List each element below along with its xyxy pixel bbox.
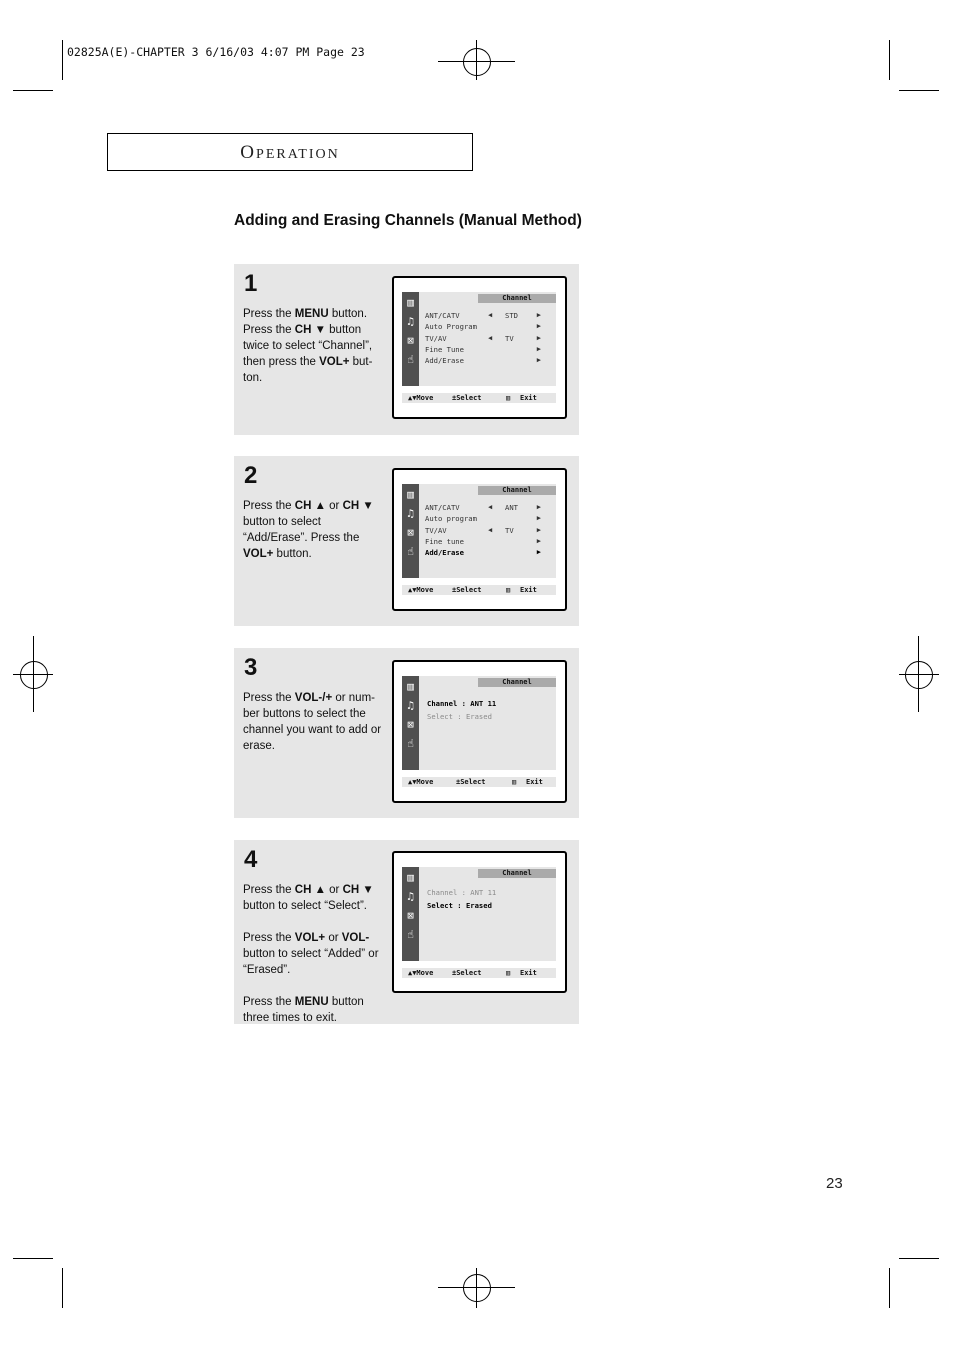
print-header: 02825A(E)-CHAPTER 3 6/16/03 4:07 PM Page 23: [67, 45, 365, 59]
menu-row: Fine tune ▶: [425, 537, 541, 546]
menu-row-selected: Channel : ANT 11: [427, 699, 497, 708]
menu-row: TV/AV ◀ TV ▶: [425, 526, 541, 535]
crop-mark: [62, 40, 63, 80]
footer-exit: Exit: [520, 394, 537, 402]
exit-icon: ▥: [506, 586, 511, 594]
menu-footer: [402, 585, 556, 595]
antenna-icon: ⊠: [407, 718, 414, 731]
menu-icon-bar: [402, 292, 419, 386]
antenna-icon: ⊠: [407, 909, 414, 922]
picture-icon: ▥: [407, 871, 414, 884]
tv-menu-screen: [392, 660, 567, 803]
menu-row: Fine Tune ▶: [425, 345, 541, 354]
menu-footer: [402, 777, 556, 787]
menu-title: Channel: [478, 294, 556, 303]
music-note-icon: ♫: [407, 890, 414, 903]
step-number: 3: [244, 654, 258, 681]
exit-icon: ▥: [512, 778, 517, 786]
step-instructions: Press the CH ▲ or CH ▼ button to select “Select”. Press the VOL+ or VOL- button to select “Added” or “Erased”. Press the MENU button three times to exit.: [243, 884, 379, 1024]
menu-title: Channel: [478, 486, 556, 495]
step-number: 4: [244, 846, 258, 873]
step-instructions: Press the CH ▲ or CH ▼ button to select “Add/Erase”. Press the VOL+ button.: [243, 500, 374, 560]
crop-mark: [889, 40, 890, 80]
step-3: [234, 648, 579, 818]
menu-title: Channel: [478, 678, 556, 687]
tv-menu-screen: [392, 276, 567, 419]
picture-icon: ▥: [407, 680, 414, 693]
menu-panel: [419, 484, 556, 578]
footer-exit: Exit: [526, 778, 543, 786]
picture-icon: ▥: [407, 296, 414, 309]
footer-select: ±Select: [452, 394, 482, 402]
menu-row: Auto program ▶: [425, 514, 541, 523]
menu-row: ANT/CATV ◀ STD ▶: [425, 311, 541, 320]
crop-mark: [899, 1258, 939, 1259]
footer-move: ▲▼Move: [408, 394, 434, 402]
menu-footer: [402, 968, 556, 978]
antenna-icon: ⊠: [404, 334, 417, 347]
crop-mark: [889, 1268, 890, 1308]
footer-move: ▲▼Move: [408, 586, 434, 594]
exit-icon: ▥: [506, 394, 511, 402]
music-note-icon: ♫: [407, 315, 414, 328]
hand-icon: ☝: [407, 545, 414, 558]
section-header: [107, 133, 473, 171]
section-title: OPERATION: [240, 142, 340, 163]
step-number: 2: [244, 462, 258, 489]
menu-icon-bar: [402, 484, 419, 578]
menu-panel: [419, 867, 556, 961]
exit-icon: ▥: [506, 969, 511, 977]
tv-menu-screen: [392, 851, 567, 993]
antenna-icon: ⊠: [407, 526, 414, 539]
menu-row: ANT/CATV ◀ ANT ▶: [425, 503, 541, 512]
footer-select: ±Select: [452, 586, 482, 594]
menu-title: Channel: [478, 869, 556, 878]
menu-row-selected: Select : Erased: [427, 901, 492, 910]
menu-panel: [419, 676, 556, 770]
footer-move: ▲▼Move: [408, 778, 434, 786]
menu-panel: [419, 292, 556, 386]
footer-move: ▲▼Move: [408, 969, 434, 977]
picture-icon: ▥: [407, 488, 414, 501]
menu-icon-bar: [402, 676, 419, 770]
music-note-icon: ♫: [407, 507, 414, 520]
menu-icon-bar: [402, 867, 419, 961]
footer-exit: Exit: [520, 969, 537, 977]
hand-icon: ☝: [407, 928, 414, 941]
step-4: [234, 840, 579, 1024]
step-number: 1: [244, 270, 258, 297]
step-instructions: Press the VOL-/+ or num-ber buttons to select the channel you want to add or erase.: [243, 692, 382, 752]
page-heading: Adding and Erasing Channels (Manual Method): [234, 212, 582, 229]
hand-icon: ☝: [407, 353, 414, 366]
menu-row: TV/AV ◀ TV ▶: [425, 334, 541, 343]
menu-row-selected: Add/Erase ▶: [425, 548, 541, 557]
menu-row: Add/Erase ▶: [425, 356, 541, 365]
tv-menu-screen: [392, 468, 567, 611]
footer-select: ±Select: [456, 778, 486, 786]
hand-icon: ☝: [407, 737, 414, 750]
crop-mark: [899, 90, 939, 91]
footer-select: ±Select: [452, 969, 482, 977]
crop-mark: [13, 90, 53, 91]
music-note-icon: ♫: [407, 699, 414, 712]
menu-row: Auto Program ▶: [425, 322, 541, 331]
menu-row: Select : Erased: [427, 712, 492, 721]
step-instructions: Press the MENU button. Press the CH ▼ button twice to select “Channel”, then press the VOL+ but-ton.: [243, 308, 373, 384]
menu-row: Channel : ANT 11: [427, 888, 497, 897]
page-number: 23: [826, 1175, 843, 1192]
crop-mark: [62, 1268, 63, 1308]
crop-mark: [13, 1258, 53, 1259]
footer-exit: Exit: [520, 586, 537, 594]
step-2: [234, 456, 579, 626]
menu-footer: [402, 393, 556, 403]
step-1: [234, 264, 579, 435]
